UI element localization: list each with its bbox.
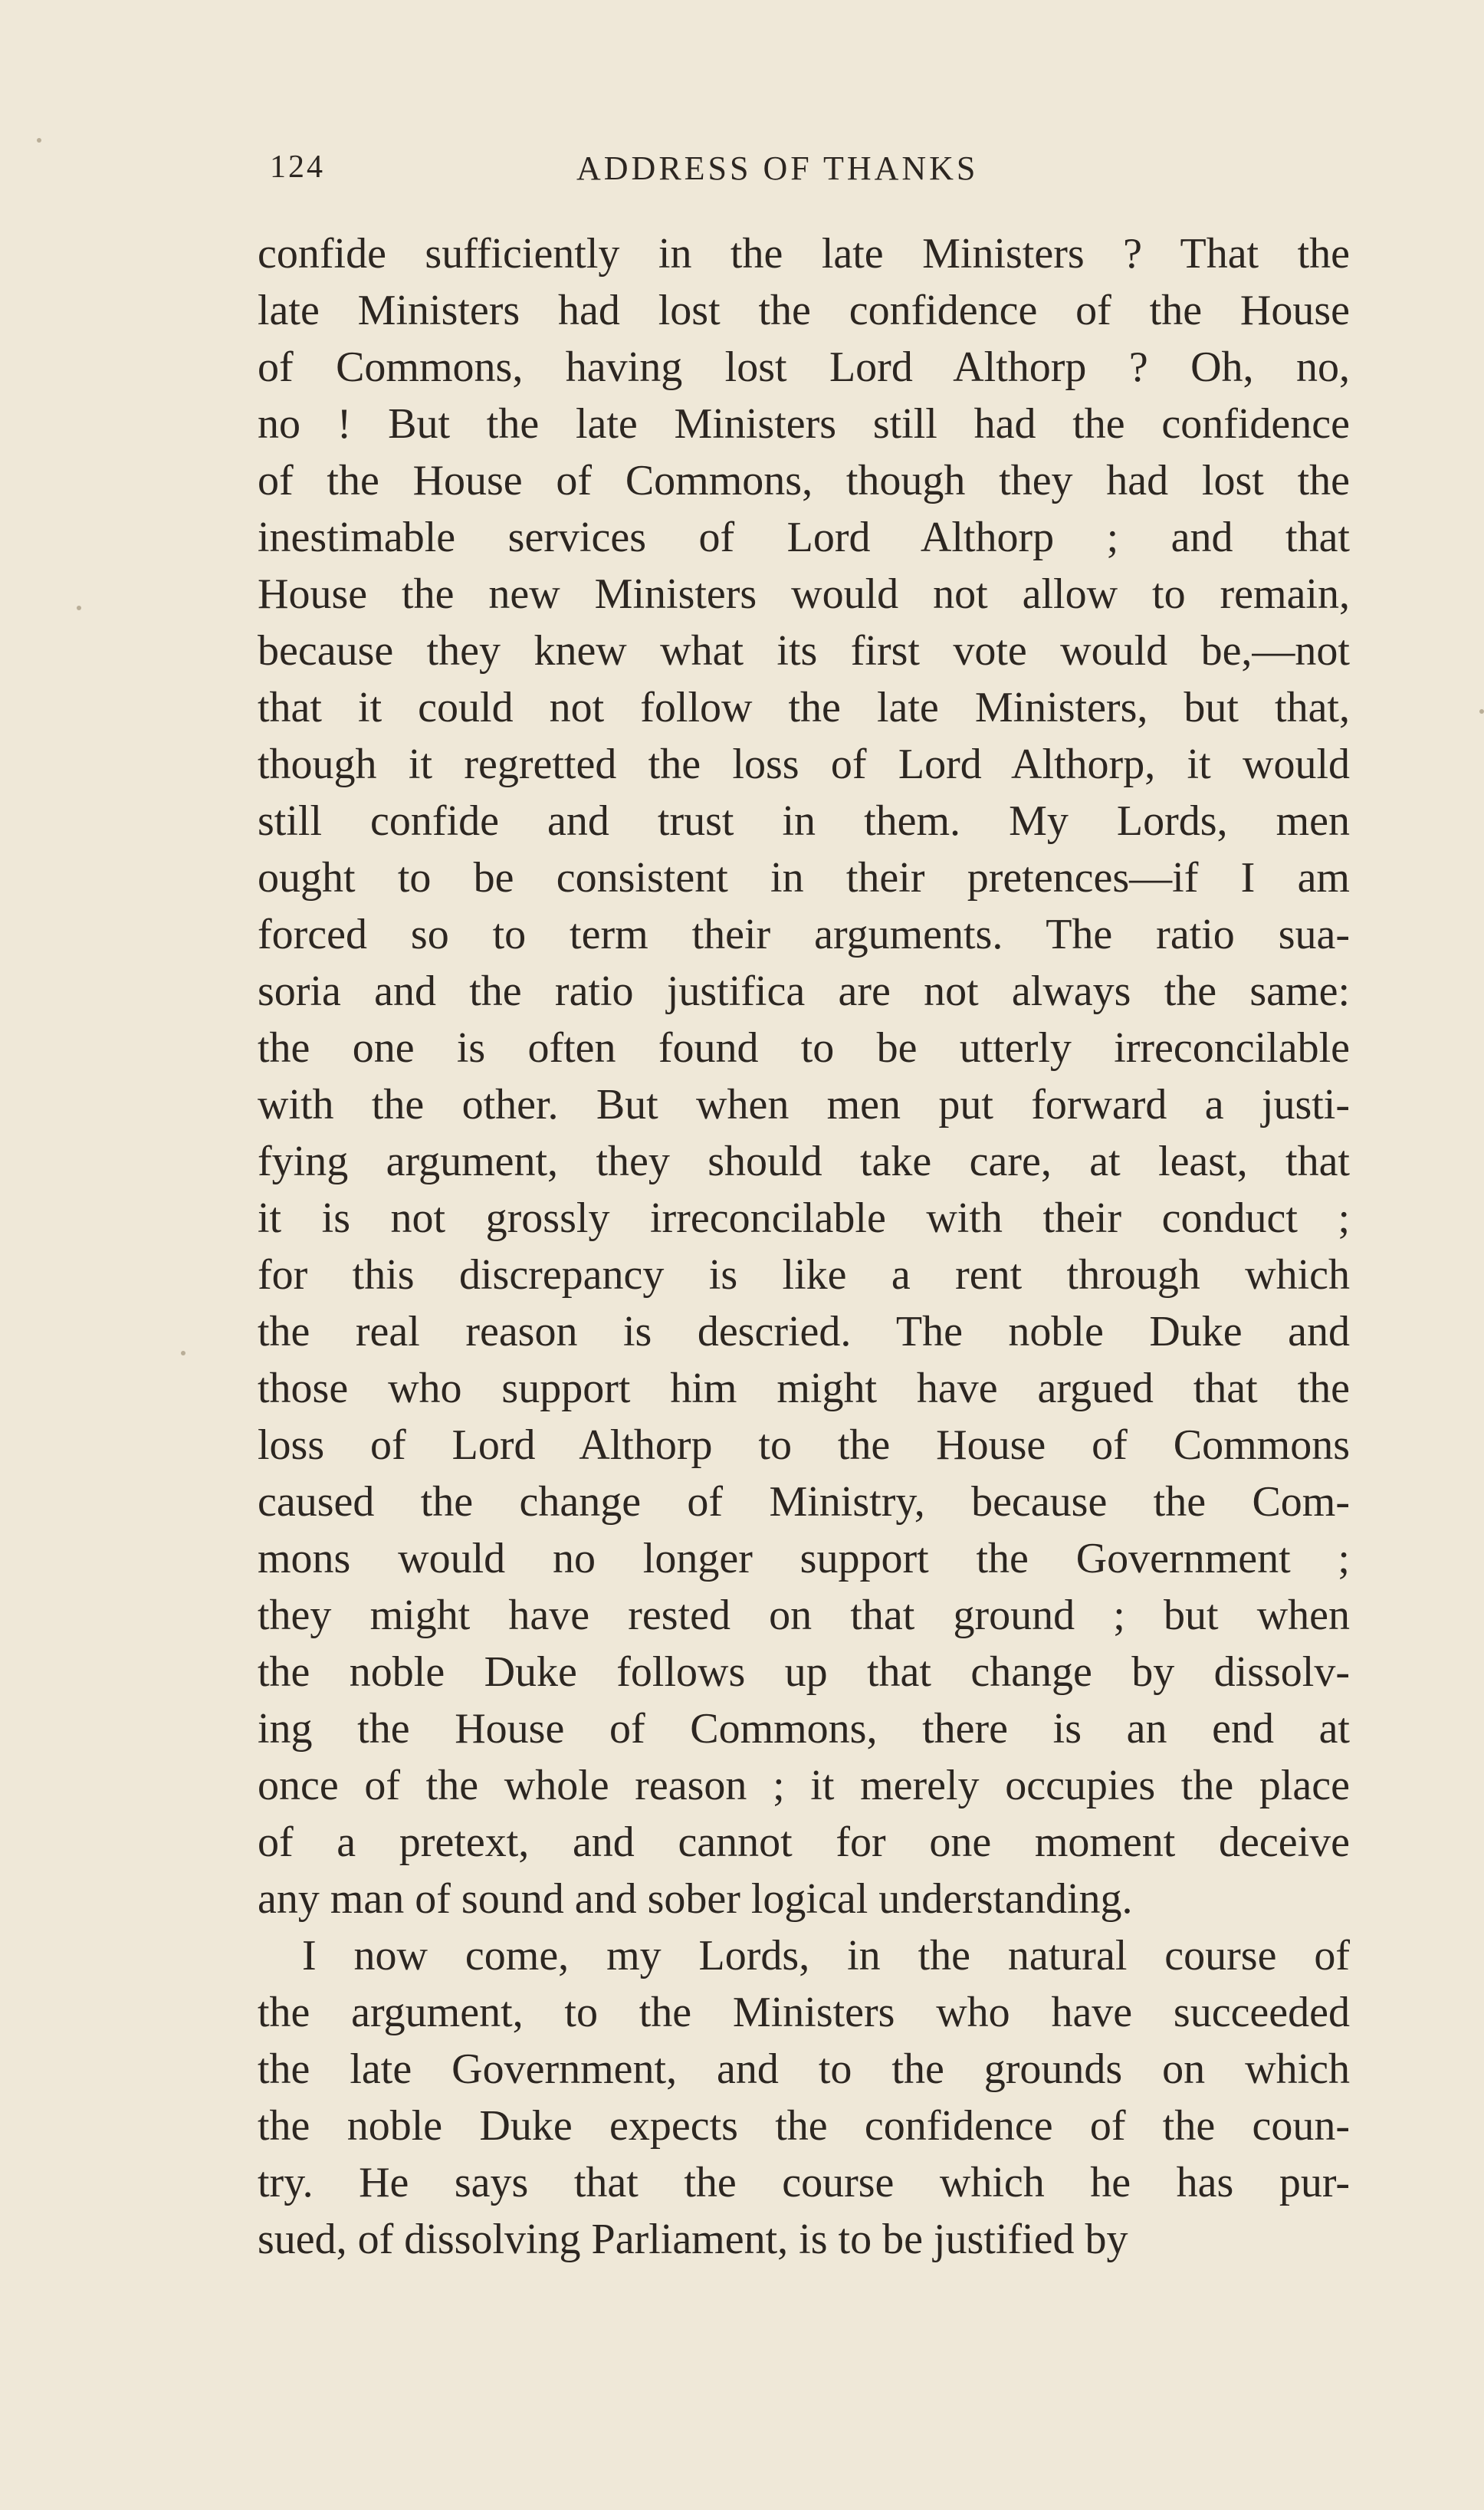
text-line: caused the change of Ministry, because the Com- (258, 1478, 1350, 1526)
page-number: 124 (270, 149, 325, 185)
text-line: House the new Ministers would not allow to remain, (258, 570, 1350, 618)
text-line: mons would no longer support the Government ; (258, 1535, 1350, 1582)
text-line: no ! But the late Ministers still had the confidence (258, 400, 1350, 448)
text-line: once of the whole reason ; it merely occupies the place (258, 1762, 1350, 1809)
paragraph-2 (258, 1927, 1350, 2268)
running-head: ADDRESS OF THANKS (576, 149, 979, 187)
text-line: that it could not follow the late Ministers, but that, (258, 684, 1350, 731)
text-line: the real reason is descried. The noble Duke and (258, 1308, 1350, 1355)
text-line: the noble Duke follows up that change by dissolv- (258, 1648, 1350, 1696)
text-line: any man of sound and sober logical understanding. (258, 1875, 1133, 1923)
text-line: because they knew what its first vote would be,—not (258, 627, 1350, 675)
text-line: for this discrepancy is like a rent through which (258, 1251, 1350, 1299)
text-line: confide sufficiently in the late Ministers ? That the (258, 230, 1350, 278)
text-line: they might have rested on that ground ; but when (258, 1592, 1350, 1639)
text-line: try. He says that the course which he has pur- (258, 2159, 1350, 2206)
paragraph-1 (258, 225, 1350, 1927)
text-line: forced so to term their arguments. The ratio sua- (258, 911, 1350, 958)
text-line: sued, of dissolving Parliament, is to be justified by (258, 2216, 1128, 2263)
text-line: those who support him might have argued that the (258, 1365, 1350, 1412)
text-line: though it regretted the loss of Lord Althorp, it would (258, 741, 1350, 788)
text-line: the one is often found to be utterly irreconcilable (258, 1024, 1350, 1072)
text-line: the noble Duke expects the confidence of the coun- (258, 2102, 1350, 2150)
body-text (258, 225, 1350, 2268)
paper-speck (37, 138, 41, 143)
text-line: the argument, to the Ministers who have succeeded (258, 1989, 1350, 2036)
text-line: the late Government, and to the grounds on which (258, 2045, 1350, 2093)
text-line: it is not grossly irreconcilable with their conduct ; (258, 1194, 1350, 1242)
text-line: late Ministers had lost the confidence of the House (258, 287, 1350, 334)
paper-speck (181, 1351, 186, 1355)
text-line: ing the House of Commons, there is an end at (258, 1705, 1350, 1753)
text-line: of Commons, having lost Lord Althorp ? Oh, no, (258, 343, 1350, 391)
text-line: ought to be consistent in their pretences—if I am (258, 854, 1350, 902)
paper-speck (77, 606, 81, 610)
text-line: still confide and trust in them. My Lords, men (258, 797, 1350, 845)
text-line: I now come, my Lords, in the natural course of (302, 1932, 1350, 1979)
text-line: loss of Lord Althorp to the House of Commons (258, 1421, 1350, 1469)
text-line: fying argument, they should take care, at least, that (258, 1138, 1350, 1185)
text-line: inestimable services of Lord Althorp ; and that (258, 514, 1350, 561)
text-line: of the House of Commons, though they had lost the (258, 457, 1350, 504)
page-header (270, 149, 1337, 202)
text-line: with the other. But when men put forward a justi- (258, 1081, 1350, 1129)
text-line: of a pretext, and cannot for one moment deceive (258, 1818, 1350, 1866)
text-line: soria and the ratio justifica are not always the same: (258, 968, 1350, 1015)
paper-speck (1479, 709, 1484, 714)
